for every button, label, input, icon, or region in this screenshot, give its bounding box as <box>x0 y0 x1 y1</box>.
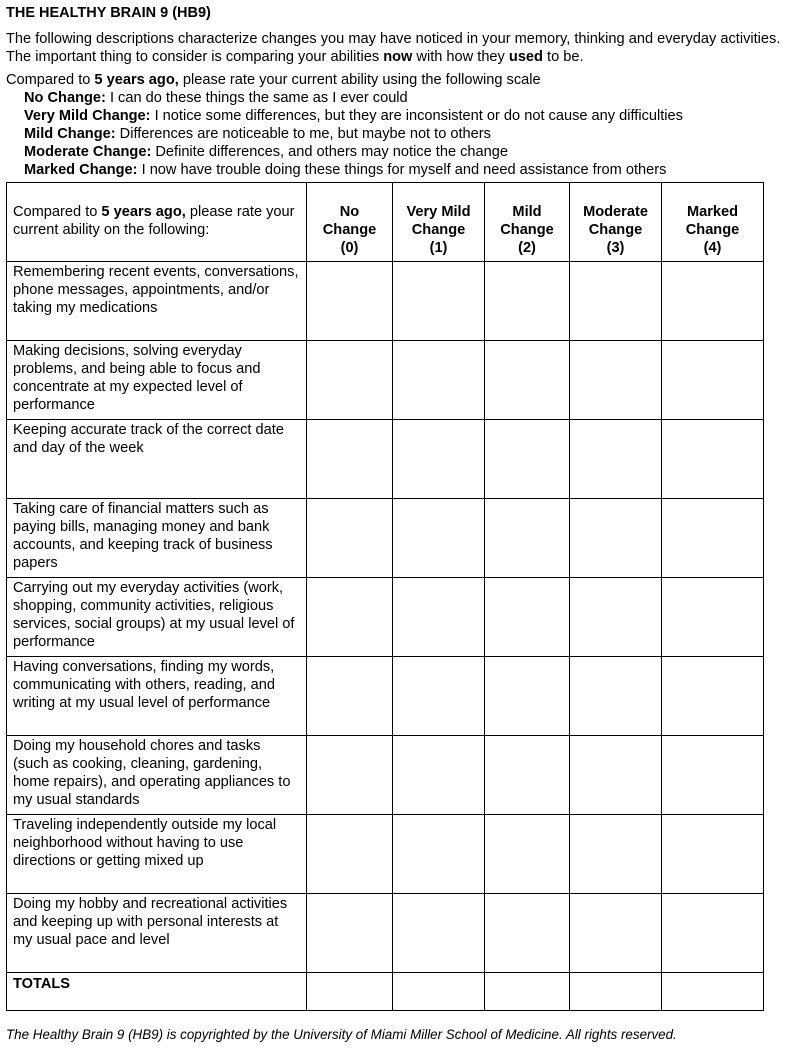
column-header-line: Change <box>322 222 377 238</box>
column-header-mild-change <box>485 183 570 262</box>
rating-cell-2[interactable] <box>485 657 570 736</box>
column-header-score: (1) <box>429 240 448 256</box>
column-header-moderate-change <box>570 183 662 262</box>
rating-cell-0[interactable] <box>307 736 393 815</box>
table-row-household <box>7 736 764 815</box>
rating-cell-1[interactable] <box>393 499 485 578</box>
question-header-emphasis: 5 years ago, <box>101 204 186 220</box>
rating-cell-3[interactable] <box>570 894 662 973</box>
total-cell-4[interactable] <box>662 973 764 1011</box>
rating-cell-1[interactable] <box>393 262 485 341</box>
scale-level-description: Definite differences, and others may notice the change <box>151 144 508 160</box>
scale-level-description: I now have trouble doing these things for myself and need assistance from others <box>137 162 667 178</box>
column-header-score: (4) <box>703 240 722 256</box>
rating-cell-0[interactable] <box>307 499 393 578</box>
rating-cell-0[interactable] <box>307 341 393 420</box>
rating-cell-1[interactable] <box>393 420 485 499</box>
rating-cell-2[interactable] <box>485 499 570 578</box>
rating-cell-4[interactable] <box>662 341 764 420</box>
scale-lead-emphasis: 5 years ago, <box>94 72 179 88</box>
table-row-date-tracking <box>7 420 764 499</box>
table-row-memory <box>7 262 764 341</box>
rating-cell-0[interactable] <box>307 657 393 736</box>
rating-cell-2[interactable] <box>485 736 570 815</box>
table-row-traveling <box>7 815 764 894</box>
table-row-decisions <box>7 341 764 420</box>
rating-cell-3[interactable] <box>570 578 662 657</box>
rating-cell-1[interactable] <box>393 815 485 894</box>
rating-cell-3[interactable] <box>570 736 662 815</box>
column-header-line: Moderate <box>583 204 648 220</box>
rating-cell-0[interactable] <box>307 578 393 657</box>
item-label: Traveling independently outside my local neighborhood without having to use directions or getting mixed up <box>7 815 307 894</box>
column-header-line: Change <box>500 222 554 238</box>
rating-cell-3[interactable] <box>570 262 662 341</box>
rating-cell-0[interactable] <box>307 815 393 894</box>
intro-emphasis-used: used <box>508 49 543 65</box>
column-header-line: Very Mild <box>406 204 471 220</box>
rating-cell-2[interactable] <box>485 815 570 894</box>
rating-cell-2[interactable] <box>485 262 570 341</box>
rating-cell-4[interactable] <box>662 657 764 736</box>
scale-level-name: Moderate Change: <box>24 144 152 160</box>
scale-legend <box>6 89 789 179</box>
scale-level-no-change <box>24 89 789 107</box>
column-header-line: Change <box>411 222 466 238</box>
intro-text-2: with how they <box>412 49 509 65</box>
rating-cell-4[interactable] <box>662 262 764 341</box>
item-label: Taking care of financial matters such as paying bills, managing money and bank accounts, and keeping track of business papers <box>7 499 307 578</box>
rating-cell-1[interactable] <box>393 341 485 420</box>
column-header-score: (2) <box>518 240 536 256</box>
scale-level-name: Very Mild Change: <box>24 108 151 124</box>
rating-cell-3[interactable] <box>570 815 662 894</box>
total-cell-0[interactable] <box>307 973 393 1011</box>
total-cell-2[interactable] <box>485 973 570 1011</box>
rating-cell-0[interactable] <box>307 420 393 499</box>
scale-level-description: I notice some differences, but they are inconsistent or do not cause any difficulties <box>150 108 683 124</box>
document-title: THE HEALTHY BRAIN 9 (HB9) <box>6 5 211 21</box>
rating-cell-4[interactable] <box>662 499 764 578</box>
scale-level-description: Differences are noticeable to me, but maybe not to others <box>115 126 491 142</box>
rating-cell-4[interactable] <box>662 894 764 973</box>
rating-cell-2[interactable] <box>485 894 570 973</box>
rating-cell-0[interactable] <box>307 894 393 973</box>
scale-level-mild-change <box>24 125 789 143</box>
scale-level-marked-change <box>24 161 789 179</box>
rating-cell-3[interactable] <box>570 657 662 736</box>
table-row-conversations <box>7 657 764 736</box>
rating-cell-3[interactable] <box>570 341 662 420</box>
rating-cell-2[interactable] <box>485 420 570 499</box>
question-header-text-2: please rate your current ability on the following: <box>13 204 295 238</box>
rating-cell-4[interactable] <box>662 736 764 815</box>
item-label: Carrying out my everyday activities (work, shopping, community activities, religious services, social groups) at my usual level of performance <box>7 578 307 657</box>
scale-level-very-mild-change <box>24 107 789 125</box>
table-row-totals <box>7 973 764 1011</box>
item-label: Keeping accurate track of the correct date and day of the week <box>7 420 307 499</box>
scale-level-description: I can do these things the same as I ever could <box>105 90 408 106</box>
column-header-line: Marked <box>686 204 739 220</box>
total-cell-3[interactable] <box>570 973 662 1011</box>
scale-level-name: No Change: <box>24 90 106 106</box>
intro-text-1: The following descriptions characterize changes you may have noticed in your memory, thinking and everyday activities. The important thing to consider is comparing your abilities <box>6 31 781 65</box>
table-row-everyday-activities <box>7 578 764 657</box>
scale-level-name: Mild Change: <box>24 126 116 142</box>
column-header-line: No <box>339 204 360 220</box>
rating-cell-2[interactable] <box>485 341 570 420</box>
rating-cell-1[interactable] <box>393 657 485 736</box>
item-label: Doing my hobby and recreational activities and keeping up with personal interests at my usual pace and level <box>7 894 307 973</box>
rating-cell-0[interactable] <box>307 262 393 341</box>
rating-cell-1[interactable] <box>393 894 485 973</box>
column-header-marked-change <box>662 183 764 262</box>
column-header-score: (3) <box>606 240 625 256</box>
item-label: Making decisions, solving everyday problems, and being able to focus and concentrate at my expected level of performance <box>7 341 307 420</box>
copyright-footer: The Healthy Brain 9 (HB9) is copyrighted by the University of Miami Miller School of Medicine. All rights reserved. <box>6 1027 677 1042</box>
scale-lead-text-1: Compared to <box>6 72 95 88</box>
rating-cell-4[interactable] <box>662 420 764 499</box>
question-header-text-1: Compared to <box>13 204 102 220</box>
rating-cell-4[interactable] <box>662 815 764 894</box>
column-header-line: Change <box>685 222 740 238</box>
total-cell-1[interactable] <box>393 973 485 1011</box>
intro-text-3: to be. <box>542 49 584 65</box>
rating-cell-3[interactable] <box>570 420 662 499</box>
column-header-no-change <box>307 183 393 262</box>
rating-table <box>6 182 764 1011</box>
rating-cell-1[interactable] <box>393 736 485 815</box>
table-header-row <box>7 183 764 262</box>
item-label: Having conversations, finding my words, communicating with others, reading, and writing at my usual level of performance <box>7 657 307 736</box>
intro-paragraph <box>6 30 789 66</box>
rating-cell-4[interactable] <box>662 578 764 657</box>
intro-emphasis-now: now <box>383 49 413 65</box>
rating-cell-2[interactable] <box>485 578 570 657</box>
question-header <box>7 183 307 262</box>
column-header-score: (0) <box>340 240 359 256</box>
scale-instructions <box>6 71 789 89</box>
column-header-line: Change <box>588 222 643 238</box>
scale-level-name: Marked Change: <box>24 162 138 178</box>
scale-lead-text-2: please rate your current ability using the following scale <box>178 72 541 88</box>
table-row-hobby <box>7 894 764 973</box>
column-header-very-mild-change <box>393 183 485 262</box>
rating-cell-1[interactable] <box>393 578 485 657</box>
table-row-financial <box>7 499 764 578</box>
scale-level-moderate-change <box>24 143 789 161</box>
totals-label: TOTALS <box>7 973 307 1011</box>
item-label: Remembering recent events, conversations, phone messages, appointments, and/or taking my medications <box>7 262 307 341</box>
column-header-line: Mild <box>512 204 542 220</box>
rating-cell-3[interactable] <box>570 499 662 578</box>
item-label: Doing my household chores and tasks (such as cooking, cleaning, gardening, home repairs), and operating appliances to my usual standards <box>7 736 307 815</box>
